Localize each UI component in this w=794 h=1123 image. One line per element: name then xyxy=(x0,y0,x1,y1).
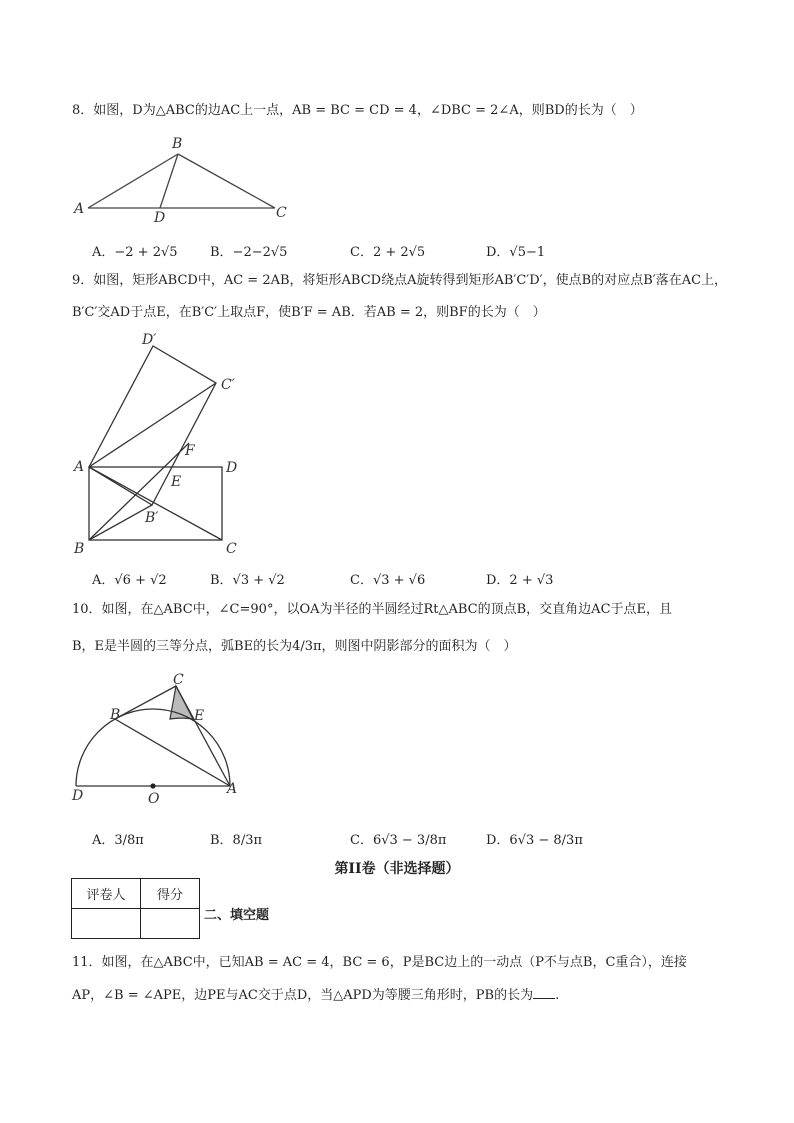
q10-option-d[interactable]: D．6√3 − 8/3π xyxy=(486,833,583,848)
grader-cell-reviewer[interactable] xyxy=(72,909,141,939)
q10-label-a: A xyxy=(227,781,238,797)
q10-label-c: C xyxy=(173,672,184,688)
q10-label-b: B xyxy=(110,707,121,723)
q10-option-c[interactable]: C．6√3 − 3/8π xyxy=(350,833,447,848)
q9-label-b: B xyxy=(74,541,85,557)
q9-option-c[interactable]: C．√3 + √6 xyxy=(350,573,426,588)
q10-center-point xyxy=(150,783,155,788)
q9-option-d[interactable]: D．2 + √3 xyxy=(486,573,554,588)
q9-option-b[interactable]: B．√3 + √2 xyxy=(210,573,285,588)
q8-text: 8．如图，D为△ABC的边AC上一点，AB = BC = CD = 4，∠DBC = 2∠A，则BD的长为（ ） xyxy=(72,103,643,118)
q10-option-b[interactable]: B．8/3π xyxy=(210,833,263,848)
q9-label-e: E xyxy=(171,474,182,490)
q8-option-a[interactable]: A．−2 + 2√5 xyxy=(92,245,178,260)
q11-text-line2 xyxy=(72,986,732,1005)
q9-label-c: C xyxy=(226,541,237,557)
q8-label-c: C xyxy=(276,205,287,221)
q9-text-line1: 9．如图，矩形ABCD中，AC = 2AB，将矩形ABCD绕点A旋转得到矩形AB′C′D′，使点B的对应点B′落在AC上， xyxy=(72,273,728,288)
q9-text-line2: B′C′交AD于点E，在B′C′上取点F，使B′F = AB．若AB = 2，则BF的长为（ ） xyxy=(72,305,546,320)
q9-label-a: A xyxy=(74,459,85,475)
q10-label-o: O xyxy=(148,791,160,807)
q8-option-d[interactable]: D．√5−1 xyxy=(486,245,546,260)
q9-label-f: F xyxy=(185,443,195,459)
q9-rectangle-figure xyxy=(70,328,260,560)
section-title-fill-in: 二、填空题 xyxy=(204,908,270,923)
q9-label-d-prime: D′ xyxy=(142,332,157,348)
q9-label-b-prime: B′ xyxy=(145,510,159,526)
q11-text-line2-main: AP，∠B = ∠APE，边PE与AC交于点D，当△APD为等腰三角形时，PB的长为 xyxy=(72,988,534,1003)
q8-option-c[interactable]: C．2 + 2√5 xyxy=(350,245,426,260)
grader-header-reviewer: 评卷人 xyxy=(72,879,141,909)
q10-label-e: E xyxy=(194,708,205,724)
q8-label-a: A xyxy=(74,201,85,217)
part2-title: 第II卷（非选择题） xyxy=(334,861,460,877)
q10-option-a[interactable]: A．3/8π xyxy=(92,833,144,848)
q8-label-b: B xyxy=(172,136,183,152)
q11-text-line1: 11．如图，在△ABC中，已知AB = AC = 4，BC = 6，P是BC边上的一动点（P不与点B，C重合），连接 xyxy=(72,955,687,970)
q10-text-line2: B，E是半圆的三等分点，弧BE的长为4/3π，则图中阴影部分的面积为（ ） xyxy=(72,639,517,654)
q8-triangle-figure xyxy=(70,134,300,224)
q10-label-d: D xyxy=(72,788,84,804)
q10-text-line1: 10．如图，在△ABC中，∠C=90°，以OA为半径的半圆经过Rt△ABC的顶点B，交直角边AC于点E，且 xyxy=(72,602,673,617)
q11-text-line2-end: . xyxy=(555,988,560,1003)
q8-label-d: D xyxy=(154,210,166,224)
grader-table xyxy=(71,878,200,939)
grader-header-score: 得分 xyxy=(141,879,200,909)
q11-answer-blank[interactable] xyxy=(533,986,555,999)
q10-semicircle-figure xyxy=(66,672,246,808)
q9-label-c-prime: C′ xyxy=(221,377,235,393)
q9-option-a[interactable]: A．√6 + √2 xyxy=(92,573,167,588)
q9-label-d: D xyxy=(226,460,238,476)
grader-cell-score[interactable] xyxy=(141,909,200,939)
q8-option-b[interactable]: B．−2−2√5 xyxy=(210,245,288,260)
